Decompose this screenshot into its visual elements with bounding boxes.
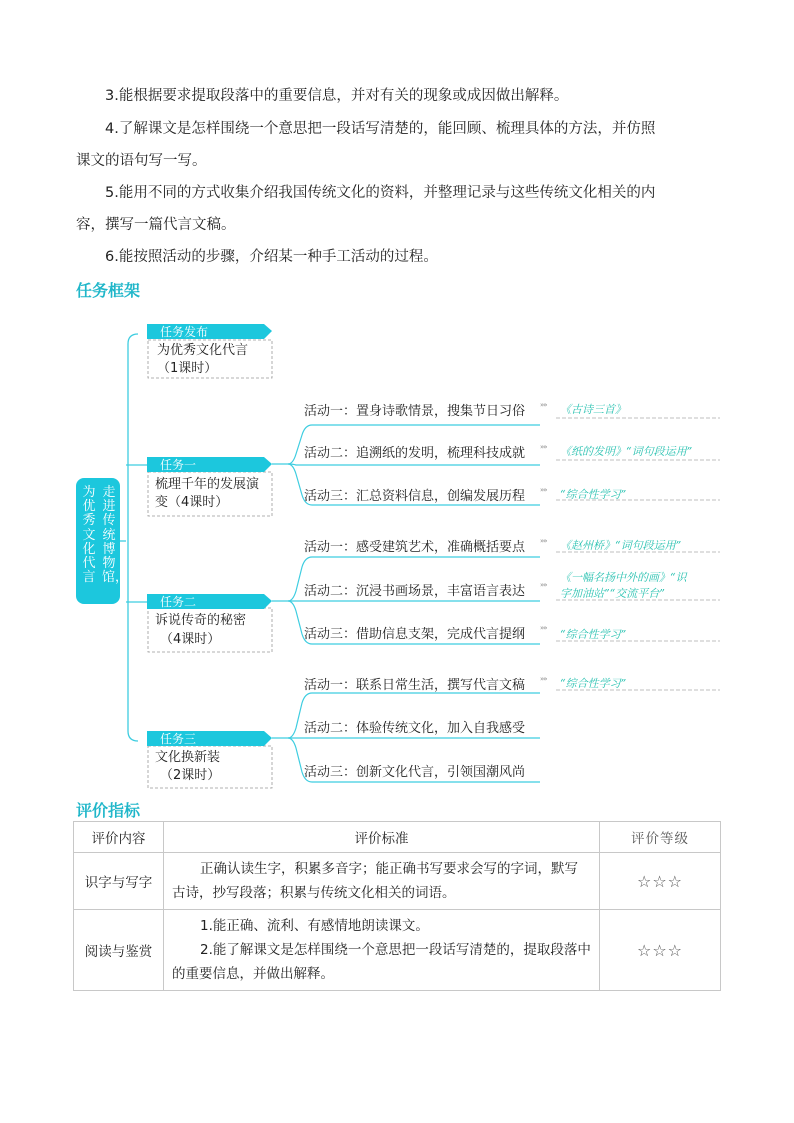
activity-3-1: 活动一：联系日常生活，撰写代言文稿 (304, 678, 526, 693)
arrow-icon: »» (540, 401, 547, 409)
activity-2-1: 活动一：感受建筑艺术，准确概括要点 (304, 540, 526, 555)
activity-label: 《一幅名扬中外的画》“识 (560, 571, 687, 584)
row-item: 识字与写字 (74, 853, 164, 910)
task-name-1: 梳理千年的发展演 (155, 477, 260, 492)
activity-1-2: 活动二：追溯纸的发明，梳理科技成就 (304, 446, 526, 461)
root-col-1: 走进传统博物馆， (102, 485, 129, 586)
framework-root (76, 478, 129, 604)
header-criteria: 评价标准 (164, 822, 600, 853)
arrow-icon: »» (540, 486, 547, 494)
task-hours-1: 变（4课时） (155, 495, 229, 510)
task-hours-publish: （1课时） (157, 361, 218, 376)
goal-4: 4.了解课文是怎样围绕一个意思把一段话写清楚的，能回顾、梳理具体的方法，并仿照 (105, 121, 656, 137)
activity-2-2: 活动二：沉浸书画场景，丰富语言表达 (304, 584, 526, 599)
activity-label: 《古诗三首》 (560, 403, 626, 416)
goal-3: 3.能根据要求提取段落中的重要信息，并对有关的现象或成因做出解释。 (105, 88, 569, 104)
framework-title: 任务框架 (76, 281, 141, 300)
row-item: 阅读与鉴赏 (74, 910, 164, 991)
row-level: ☆☆☆ (600, 910, 721, 991)
table-row (74, 853, 721, 910)
row-criteria: 正确认读生字，积累多音字；能正确书写要求会写的字词，默写古诗，抄写段落；积累与传统文化相关的词语。 (164, 853, 600, 910)
root-col-2: 为优秀文化代言 (82, 485, 96, 586)
activity-3-2: 活动二：体验传统文化，加入自我感受 (304, 721, 526, 736)
activity-2-3: 活动三：借助信息支架，完成代言提纲 (304, 627, 526, 642)
task-name-3: 文化换新装 (155, 750, 221, 765)
row-criteria (164, 910, 600, 991)
table-row (74, 910, 721, 991)
table-header-row (74, 822, 721, 853)
activity-1-3: 活动三：汇总资料信息，创编发展历程 (304, 489, 526, 504)
activity-label: 《纸的发明》“词句段运用” (560, 445, 693, 458)
task-tag-2: 任务二 (160, 595, 197, 609)
evaluation-title: 评价指标 (76, 801, 141, 820)
task-name-publish: 为优秀文化代言 (157, 343, 249, 358)
task-tag-3: 任务三 (160, 732, 197, 746)
arrow-icon: »» (540, 537, 547, 545)
activity-label: “综合性学习” (560, 677, 627, 690)
activity-label: 字加油站”“交流平台” (560, 587, 665, 600)
arrow-icon: »» (540, 581, 547, 589)
activity-label: “综合性学习” (560, 488, 627, 501)
task-hours-2: （4课时） (160, 632, 221, 647)
arrow-icon: »» (540, 624, 547, 632)
task-tag-publish: 任务发布 (160, 325, 209, 339)
goal-6: 6.能按照活动的步骤，介绍某一种手工活动的过程。 (105, 249, 438, 265)
activity-1-1: 活动一：置身诗歌情景，搜集节日习俗 (304, 404, 526, 419)
arrow-icon: »» (540, 675, 547, 683)
criteria-line: 1.能正确、流利、有感情地朗读课文。 (200, 918, 429, 934)
row-level: ☆☆☆ (600, 853, 721, 910)
goal-4-cont: 课文的语句写一写。 (76, 153, 207, 169)
arrow-icon: »» (540, 443, 547, 451)
goal-5-cont: 容，撰写一篇代言文稿。 (76, 217, 236, 233)
activity-label: “综合性学习” (560, 628, 627, 641)
goal-5: 5.能用不同的方式收集介绍我国传统文化的资料，并整理记录与这些传统文化相关的内 (105, 185, 656, 201)
activity-label: 《赵州桥》“词句段运用” (560, 539, 682, 552)
activity-3-3: 活动三：创新文化代言，引领国潮风尚 (304, 765, 526, 780)
task-hours-3: （2课时） (160, 768, 221, 783)
criteria-line: 2.能了解课文是怎样围绕一个意思把一段话写清楚的，提取段落中的重要信息，并做出解释。 (172, 942, 591, 982)
header-item: 评价内容 (74, 822, 164, 853)
evaluation-table (73, 821, 721, 991)
task-tag-1: 任务一 (160, 458, 197, 472)
header-level: 评价等级 (600, 822, 721, 853)
task-name-2: 诉说传奇的秘密 (155, 613, 247, 628)
